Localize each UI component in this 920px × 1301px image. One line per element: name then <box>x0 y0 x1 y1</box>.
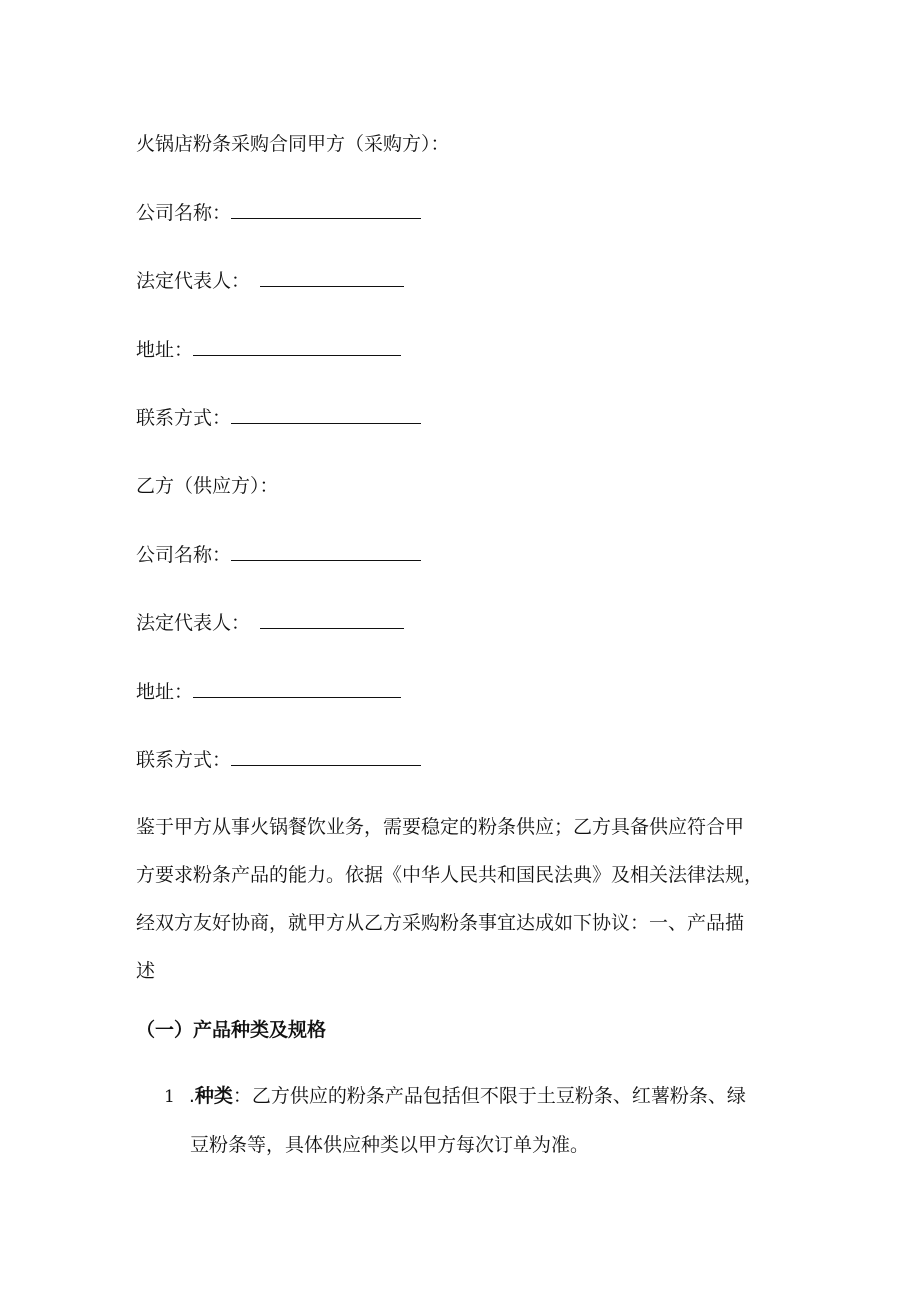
preamble-line-1: 鉴于甲方从事火锅餐饮业务，需要稳定的粉条供应；乙方具备供应符合甲 <box>136 816 745 838</box>
preamble-line-4: 述 <box>136 960 156 982</box>
section-1-heading: （一）产品种类及规格 <box>136 1019 327 1041</box>
list-item-text-line-1: 乙方供应的粉条产品包括但不限于土豆粉条、红薯粉条、绿 <box>251 1085 746 1107</box>
contract-title: 火锅店粉条采购合同甲方（采购方）： <box>136 133 450 155</box>
party-a-contact-label: 联系方式： <box>136 407 232 429</box>
list-item-colon: ： <box>232 1085 252 1107</box>
preamble-paragraph <box>136 803 808 995</box>
list-item-first-line <box>164 1072 804 1121</box>
party-b-contact-row <box>136 747 421 772</box>
party-a-address-row <box>136 337 401 362</box>
party-b-company-row <box>136 542 421 567</box>
party-a-company-row <box>136 200 421 225</box>
party-b-rep-blank[interactable] <box>260 610 404 629</box>
party-b-rep-label: 法定代表人： <box>136 612 251 634</box>
party-b-rep-row <box>136 610 404 635</box>
list-item-dot: . <box>188 1085 195 1107</box>
party-b-address-label: 地址： <box>136 681 194 703</box>
party-b-address-blank[interactable] <box>193 679 401 698</box>
party-b-contact-blank[interactable] <box>231 747 421 766</box>
party-a-contact-blank[interactable] <box>231 405 421 424</box>
list-item <box>164 1072 804 1169</box>
party-a-contact-row <box>136 405 421 430</box>
party-a-rep-blank[interactable] <box>260 268 404 287</box>
party-b-address-row <box>136 679 401 704</box>
list-item-number: 1 <box>164 1087 175 1107</box>
party-b-heading: 乙方（供应方）： <box>136 475 279 497</box>
party-a-address-label: 地址： <box>136 339 194 361</box>
preamble-line-2: 方要求粉条产品的能力。依据《中华人民共和国民法典》及相关法律法规， <box>136 864 764 886</box>
party-b-contact-label: 联系方式： <box>136 749 232 771</box>
party-a-rep-row <box>136 268 404 293</box>
party-b-company-label: 公司名称： <box>136 544 232 566</box>
party-a-company-label: 公司名称： <box>136 202 232 224</box>
party-a-rep-label: 法定代表人： <box>136 270 251 292</box>
list-item-term: 种类 <box>194 1085 233 1107</box>
list-item-text-line-2: 豆粉条等，具体供应种类以甲方每次订单为准。 <box>190 1134 590 1156</box>
party-b-company-blank[interactable] <box>231 542 421 561</box>
party-a-company-blank[interactable] <box>231 200 421 219</box>
party-a-address-blank[interactable] <box>193 337 401 356</box>
preamble-line-3: 经双方友好协商，就甲方从乙方采购粉条事宜达成如下协议：一、产品描 <box>136 912 745 934</box>
